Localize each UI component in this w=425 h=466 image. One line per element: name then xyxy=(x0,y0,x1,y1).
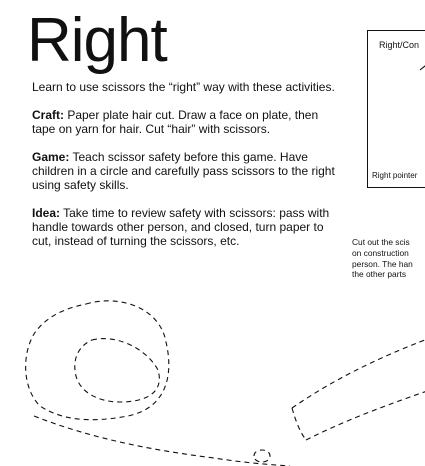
idea-section xyxy=(32,206,357,248)
idea-line-3: cut, instead of turning the scissors, etc. xyxy=(32,234,240,248)
cutting-instructions-line-3: person. The han xyxy=(352,258,413,269)
pointer-line-icon xyxy=(416,61,425,101)
illustration-box-title: Right/Con xyxy=(379,40,420,50)
scissor-pivot-outline xyxy=(254,450,270,462)
scissor-handle-lower-edge xyxy=(34,416,290,466)
craft-line-2: tape on yarn for hair. Cut “hair” with scissors. xyxy=(32,122,271,136)
scissor-blade-lower-edge xyxy=(306,390,425,440)
idea-label: Idea: xyxy=(32,206,61,220)
activity-text xyxy=(32,80,357,262)
game-line-3: using safety skills. xyxy=(32,178,129,192)
cutting-instructions-line-1: Cut out the scis xyxy=(352,237,410,247)
idea-line-2: handle towards other person, and closed, turn paper to xyxy=(32,220,324,234)
scissor-handle-inner-outline xyxy=(75,339,160,402)
scissor-handle-outer-outline xyxy=(26,301,169,420)
craft-label: Craft: xyxy=(32,108,64,122)
intro-text: Learn to use scissors the “right” way with these activities. xyxy=(32,80,335,94)
game-label: Game: xyxy=(32,150,70,164)
cutting-instructions-line-2: on construction xyxy=(352,247,409,258)
scissors-cutout-outline xyxy=(0,290,425,466)
craft-line-1: Paper plate hair cut. Draw a face on plate, then xyxy=(64,108,319,122)
game-section xyxy=(32,150,357,192)
illustration-box-footer: Right pointer xyxy=(372,171,418,180)
cutting-instructions-line-4: the other parts xyxy=(352,269,407,280)
scissor-blade-upper-edge xyxy=(292,338,425,408)
craft-section xyxy=(32,108,357,136)
page-title: Right xyxy=(27,6,167,75)
cutting-instructions xyxy=(352,237,425,280)
idea-line-1: Take time to review safety with scissors: pass with xyxy=(60,206,330,220)
game-line-2: children in a circle and carefully pass scissors to the right xyxy=(32,164,335,178)
scissor-blade-joint xyxy=(292,408,306,440)
illustration-box xyxy=(367,30,425,188)
game-line-1: Teach scissor safety before this game. Have xyxy=(69,150,308,164)
